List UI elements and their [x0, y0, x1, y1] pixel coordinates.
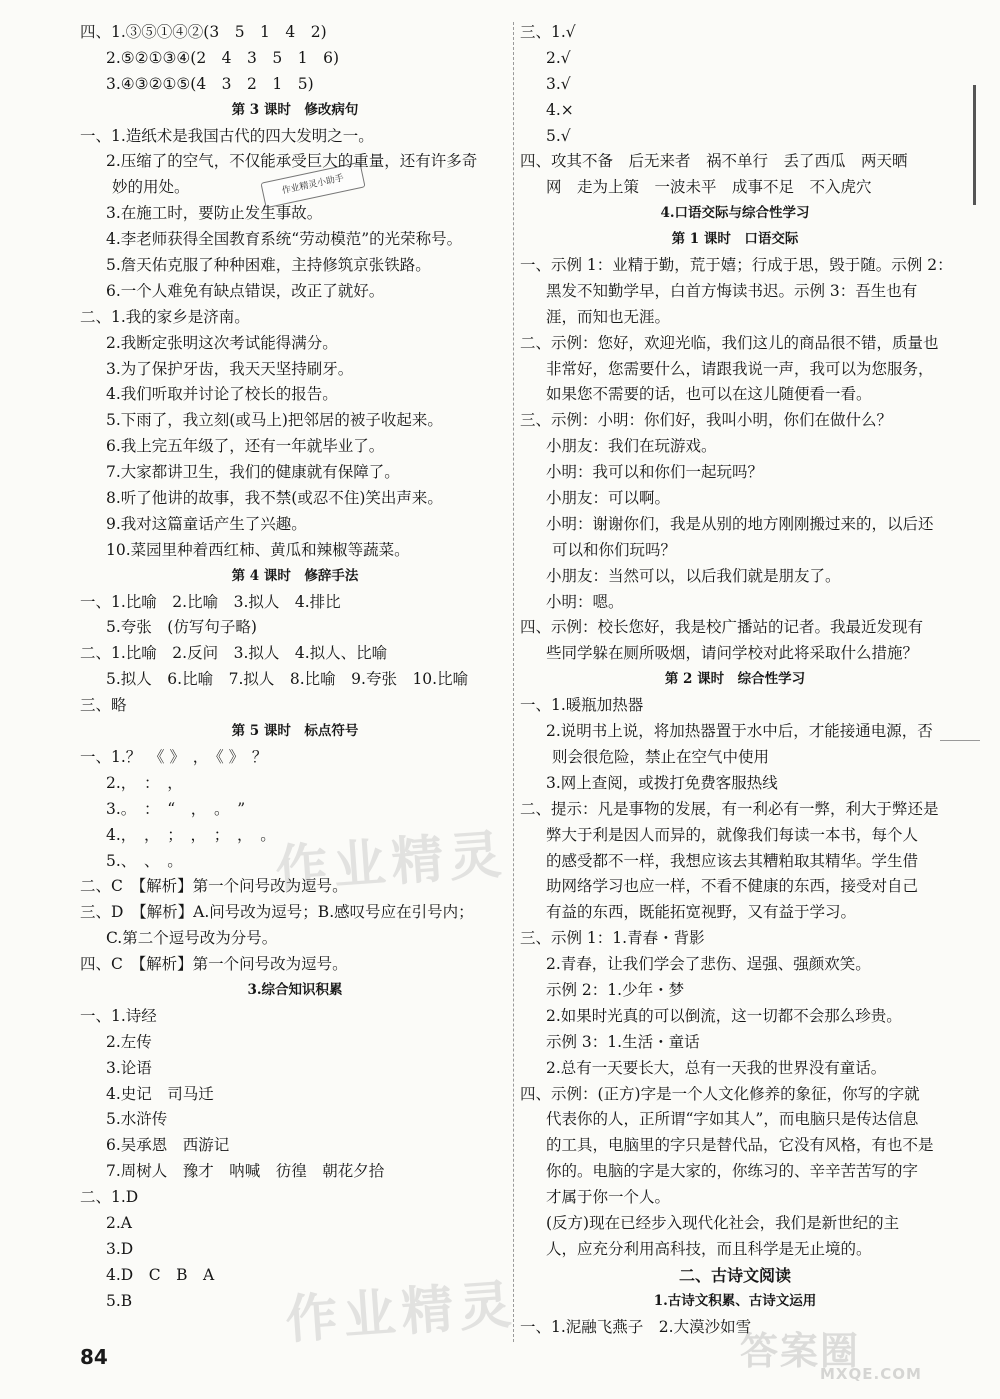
answer-line: 2.说明书上说，将加热器置于水中后，才能接通电源，否 [546, 722, 933, 741]
answer-line: 4.D C B A [106, 1265, 215, 1284]
answer-line: 一、1.暖瓶加热器 [520, 696, 644, 715]
answer-line: 三、1.√ [520, 23, 576, 41]
section-heading: 第 4 课时 修辞手法 [231, 567, 359, 584]
answer-line: 四、示例：校长您好，我是校广播站的记者。我最近发现有 [520, 618, 924, 637]
answer-line: 三、D 【解析】A.问号改为逗号；B.感叹号应在引号内； [80, 903, 474, 922]
answer-line: 一、1.泥融飞燕子 2.大漠沙如雪 [520, 1317, 752, 1336]
answer-line: 则会很危险，禁止在空气中使用 [552, 747, 770, 766]
answer-line: 四、示例：(正方)字是一个人文化修养的象征，你写的字就 [520, 1084, 920, 1103]
section-heading: 第 1 课时 口语交际 [671, 231, 799, 248]
answer-line: 2.A [106, 1213, 132, 1232]
answer-line: 网 走为上策 一波未平 成事不足 不入虎穴 [546, 178, 872, 197]
answer-line: 6.我上完五年级了，还有一年就毕业了。 [106, 437, 385, 456]
section-heading: 二、古诗文阅读 [678, 1265, 791, 1285]
answer-line: 3.网上查阅，或拨打免费客服热线 [546, 773, 778, 792]
answer-line: 黑发不知勤学早，白首方悔读书迟。示例 3：吾生也有 [546, 281, 918, 300]
answer-line: 小明：我可以和你们一起玩吗？ [546, 463, 764, 482]
answer-line: 三、示例 1：1.青春・背影 [520, 929, 705, 948]
answer-line: 3.在施工时，要防止发生事故。 [106, 204, 323, 223]
section-heading: 第 5 课时 标点符号 [231, 723, 359, 740]
answer-line: 二、1.D [80, 1188, 139, 1207]
answer-line: 2.√ [546, 48, 571, 67]
answer-line: 2.总有一天要长大，总有一天我的世界没有童话。 [546, 1058, 887, 1077]
logo-watermark: 答案圈 [740, 1329, 861, 1373]
answer-line: 5.下雨了，我立刻(或马上)把邻居的被子收起来。 [106, 411, 443, 430]
answer-line: 助网络学习也应一样，不看不健康的东西，接受对自己 [546, 877, 919, 896]
answer-line: 四、1.③⑤①④②(3 5 1 4 2) [80, 23, 327, 41]
answer-line: 四、攻其不备 后无来者 祸不单行 丢了西瓜 两天晒 [520, 152, 908, 171]
section-heading: 1.古诗文积累、古诗文运用 [653, 1292, 817, 1309]
answer-line: 4.我们听取并讨论了校长的报告。 [106, 385, 338, 404]
answer-line: 人，应充分利用高科技，而且科学是无止境的。 [546, 1239, 872, 1258]
answer-line: 2.如果时光真的可以倒流，这一切都不会那么珍贵。 [546, 1006, 902, 1025]
answer-line: 妙的用处。 [112, 178, 190, 197]
answer-line: 一、1.诗经 [80, 1006, 157, 1025]
answer-line: 5.B [106, 1291, 133, 1310]
column-divider [513, 22, 514, 1342]
answer-line: 4.× [546, 100, 574, 119]
answer-line: 3.④③②①⑤(4 3 2 1 5) [106, 74, 314, 93]
section-heading: 3.综合知识积累 [247, 981, 343, 998]
answer-line: 3.D [106, 1239, 134, 1258]
answer-line: 10.菜园里种着西红柿、黄瓜和辣椒等蔬菜。 [106, 540, 410, 559]
answer-line: 一、1.？ 《 》 ， 《 》 ？ [80, 747, 268, 766]
answer-line: 5.拟人 6.比喻 7.拟人 8.比喻 9.夸张 10.比喻 [106, 670, 469, 689]
answer-line: 一、示例 1：业精于勤，荒于嬉；行成于思，毁于随。示例 2： [520, 256, 953, 275]
answer-line: 有益的东西，既能拓宽视野，又有益于学习。 [546, 903, 857, 922]
answer-line: 三、略 [80, 696, 127, 715]
answer-line: 小朋友：可以啊。 [546, 489, 671, 508]
answer-line: 的工具，电脑里的字只是替代品，它没有风格，有也不是 [546, 1136, 934, 1155]
answer-line: 可以和你们玩吗？ [552, 540, 677, 559]
right-column [520, 20, 953, 1340]
answer-line: 6.吴承恩 西游记 [106, 1136, 230, 1155]
answer-line: 二、1.我的家乡是济南。 [80, 307, 250, 326]
answer-line: 2.⑤②①③④(2 4 3 5 1 6) [106, 48, 340, 67]
answer-line: 2.， ： ， [106, 773, 183, 792]
answer-line: 5.夸张 (仿写句子略) [106, 618, 257, 637]
answer-line: 3.。 ： “ ， 。 ” [106, 799, 246, 818]
answer-line: 示例 2：1.少年・梦 [546, 980, 685, 999]
answer-line: 3.论语 [106, 1058, 152, 1077]
answer-line: 3.√ [546, 74, 571, 93]
answer-line: 小朋友：我们在玩游戏。 [546, 437, 717, 456]
answer-line: 8.听了他讲的故事，我不禁(或忍不住)笑出声来。 [106, 489, 443, 508]
answer-line: 7.周树人 豫才 呐喊 彷徨 朝花夕拾 [106, 1162, 385, 1181]
answer-line: 9.我对这篇童话产生了兴趣。 [106, 514, 307, 533]
answer-line: 小明：谢谢你们，我是从别的地方刚刚搬过来的，以后还 [546, 514, 934, 533]
answer-line: 4.， ， ； ， ； ， 。 [106, 825, 276, 844]
answer-line: C.第二个逗号改为分号。 [106, 929, 278, 948]
answer-line: 2.青春，让我们学会了悲伤、逞强、强颜欢笑。 [546, 955, 871, 974]
answer-line: 非常好，您需要什么，请跟我说一声，我可以为您服务， [546, 359, 934, 378]
answer-line: 二、提示：凡是事物的发展，有一利必有一弊，利大于弊还是 [520, 799, 939, 818]
answer-line: 5.√ [546, 126, 571, 145]
answer-line: 4.李老师获得全国教育系统“劳动模范”的光荣称号。 [106, 230, 463, 249]
answer-line: 2.我断定张明这次考试能得满分。 [106, 333, 338, 352]
answer-line: 一、1.造纸术是我国古代的四大发明之一。 [80, 126, 374, 145]
answer-line: 3.为了保护牙齿，我天天坚持刷牙。 [106, 359, 354, 378]
answer-line: 代表你的人，正所谓“字如其人”，而电脑只是传达信息 [546, 1110, 919, 1129]
answer-line: 示例 3：1.生活・童话 [546, 1032, 700, 1051]
answer-line: 三、示例：小明：你们好，我叫小明，你们在做什么？ [520, 411, 893, 430]
answer-line: 2.左传 [106, 1032, 152, 1051]
watermark: 作业精灵 [273, 824, 510, 902]
answer-line: 才属于你一个人。 [546, 1188, 671, 1207]
site-watermark: MXQE.COM [820, 1365, 922, 1383]
answer-line: 二、示例：您好，欢迎光临，我们这儿的商品很不错，质量也 [520, 333, 939, 352]
answer-line: 6.一个人难免有缺点错误，改正了就好。 [106, 281, 385, 300]
answer-line: 你的。电脑的字是大家的，你练习的、辛辛苦苦写的字 [546, 1162, 919, 1181]
answer-line: 4.史记 司马迁 [106, 1084, 214, 1103]
answer-line: 5.、 、 。 [106, 851, 183, 870]
answer-line: 小明：嗯。 [546, 592, 624, 611]
page-number: 84 [80, 1345, 108, 1369]
stamp: 作业精灵小助手 [260, 162, 365, 209]
answer-line: 一、1.比喻 2.比喻 3.拟人 4.排比 [80, 592, 341, 611]
answer-line: 小朋友：当然可以，以后我们就是朋友了。 [546, 566, 841, 585]
left-column [80, 20, 510, 1315]
answer-line: 5.詹天佑克服了种种困难，主持修筑京张铁路。 [106, 256, 431, 275]
answer-line: 四、C 【解析】第一个问号改为逗号。 [80, 955, 348, 974]
answer-line: 弊大于利是因人而异的，就像我们每读一本书，每个人 [546, 825, 919, 844]
answer-line: 涯，而知也无涯。 [546, 307, 671, 326]
section-heading: 第 2 课时 综合性学习 [664, 671, 806, 688]
answer-line: 2.压缩了的空气，不仅能承受巨大的重量，还有许多奇 [106, 152, 478, 171]
answer-line: 二、1.比喻 2.反问 3.拟人 4.拟人、比喻 [80, 644, 388, 663]
answer-line: 二、C 【解析】第一个问号改为逗号。 [80, 877, 348, 896]
answer-line: (反方)现在已经步入现代化社会，我们是新世纪的主 [546, 1213, 900, 1232]
page-edge-mark [973, 85, 976, 205]
answer-line: 些同学躲在厕所吸烟，请问学校对此将采取什么措施？ [546, 644, 919, 663]
section-heading: 第 3 课时 修改病句 [231, 101, 359, 118]
watermark: 作业精灵 [283, 1274, 520, 1352]
answer-line: 如果您不需要的话，也可以在这儿随便看一看。 [546, 385, 872, 404]
answer-line: 7.大家都讲卫生，我们的健康就有保障了。 [106, 463, 400, 482]
answer-line: 5.水浒传 [106, 1110, 168, 1129]
answer-line: 的感受都不一样，我想应该去其糟粕取其精华。学生借 [546, 851, 919, 870]
section-heading: 4.口语交际与综合性学习 [660, 205, 810, 222]
